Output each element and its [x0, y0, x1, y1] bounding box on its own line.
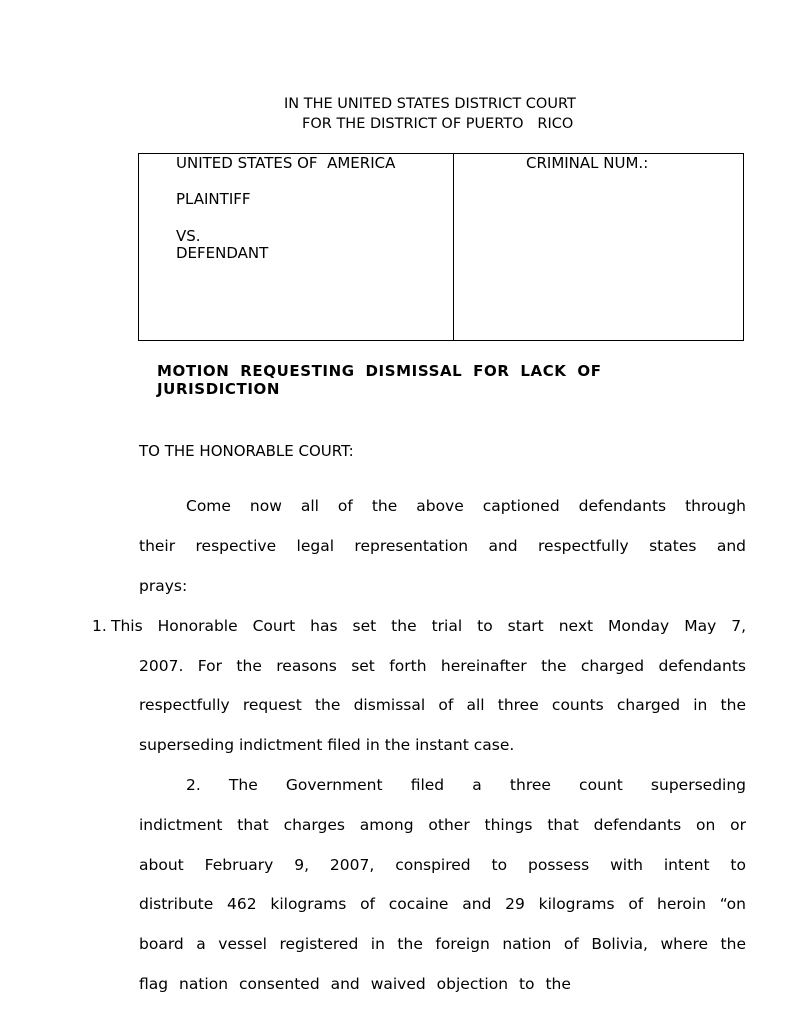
case-caption-box — [138, 153, 744, 341]
paragraph-2-line: flag nation consented and waived objection to the — [139, 975, 571, 993]
plaintiff-name: UNITED STATES OF AMERICA — [176, 154, 396, 172]
court-name: IN THE UNITED STATES DISTRICT COURT — [284, 96, 576, 112]
paragraph-1-line: respectfully request the dismissal of all three counts charged in the — [139, 696, 746, 714]
paragraph-1-line: This Honorable Court has set the trial to start next Monday May 7, — [111, 617, 746, 635]
salutation: TO THE HONORABLE COURT: — [139, 442, 354, 460]
list-number-1: 1. — [92, 617, 107, 635]
paragraph-1-line: superseding indictment filed in the instant case. — [139, 736, 515, 754]
paragraph-1-line: 2007. For the reasons set forth hereinafter the charged defendants — [139, 657, 746, 675]
motion-title-line-1: MOTION REQUESTING DISMISSAL FOR LACK OF — [157, 362, 602, 380]
intro-line: Come now all of the above captioned defendants through — [186, 497, 746, 515]
defendant-label: DEFENDANT — [176, 244, 269, 262]
caption-divider — [453, 154, 454, 340]
paragraph-2-line: indictment that charges among other things that defendants on or — [139, 816, 746, 834]
motion-title-line-2: JURISDICTION — [157, 380, 281, 398]
intro-line: their respective legal representation and respectfully states and — [139, 537, 746, 555]
paragraph-2-line: distribute 462 kilograms of cocaine and 29 kilograms of heroin “on — [139, 895, 746, 913]
paragraph-2-line: about February 9, 2007, conspired to possess with intent to — [139, 856, 746, 874]
motion-title — [157, 362, 617, 398]
plaintiff-label: PLAINTIFF — [176, 190, 251, 208]
paragraph-2-line: 2. The Government filed a three count superseding — [186, 776, 746, 794]
court-district: FOR THE DISTRICT OF PUERTO RICO — [302, 116, 574, 132]
intro-line: prays: — [139, 577, 188, 595]
paragraph-2-line: board a vessel registered in the foreign nation of Bolivia, where the — [139, 935, 746, 953]
versus-label: VS. — [176, 227, 201, 245]
criminal-number-label: CRIMINAL NUM.: — [526, 154, 649, 172]
